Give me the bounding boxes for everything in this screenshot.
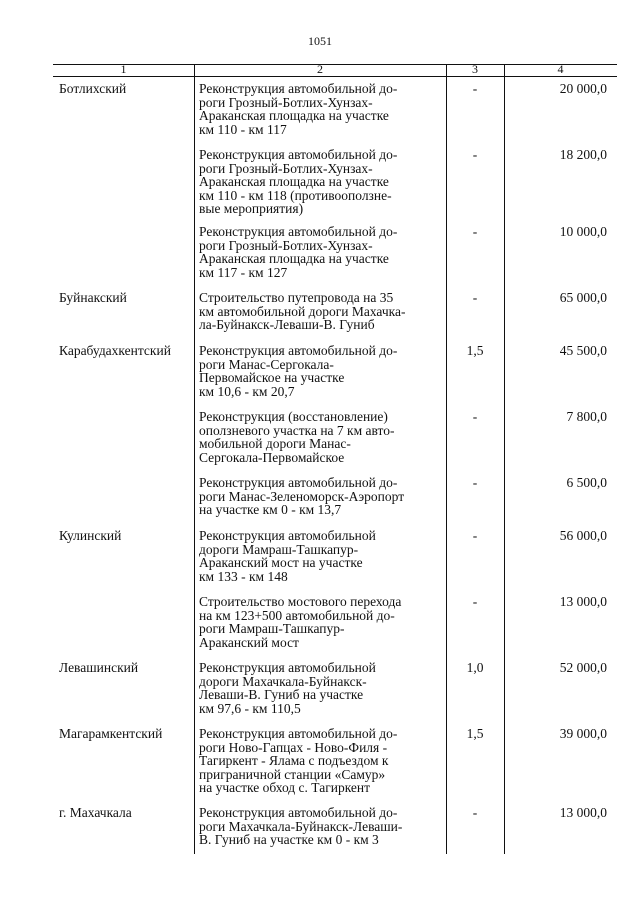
district-cell: Кулинский — [59, 528, 122, 543]
amount-cell: 10 000,0 — [559, 224, 607, 239]
amount-cell: 7 800,0 — [566, 409, 607, 424]
column-3-cell: 1,5 — [466, 726, 484, 741]
description-line: роги Грозный-Ботлих-Хунзах- — [199, 94, 373, 110]
description-line: вые мероприятия) — [199, 201, 304, 217]
description-line: Реконструкция автомобильной до- — [199, 805, 398, 820]
description-line: ла-Буйнакск-Леваши-В. Гуниб — [199, 317, 375, 333]
description-line: В. Гуниб на участке км 0 - км 3 — [199, 832, 379, 848]
description-line: роги Мамраш-Ташкапур- — [199, 621, 345, 637]
amount-cell: 65 000,0 — [559, 290, 607, 305]
description-line: на участке обход с. Тагиркент — [199, 780, 371, 796]
description-line: км автомобильной дороги Махачка- — [199, 303, 406, 319]
description-line: роги Грозный-Ботлих-Хунзах- — [199, 237, 373, 253]
amount-cell: 39 000,0 — [559, 726, 607, 741]
amount-cell: 13 000,0 — [559, 805, 607, 820]
page-number: 1051 — [308, 34, 332, 48]
description-line: Первомайское на участке — [199, 370, 345, 386]
column-3-cell: - — [472, 81, 478, 96]
document-table — [53, 64, 617, 854]
amount-cell: 13 000,0 — [559, 594, 607, 609]
column-divider-1 — [194, 64, 195, 854]
column-header-4: 4 — [557, 62, 564, 76]
description-line: Реконструкция автомобильной до- — [199, 81, 398, 96]
description-line: Реконструкция автомобильной до- — [199, 726, 398, 741]
description-line: Тагиркент - Ялама с подъездом к — [199, 753, 389, 769]
district-cell: Ботлихский — [59, 81, 127, 96]
column-3-cell: - — [472, 475, 478, 490]
amount-cell: 45 500,0 — [559, 343, 607, 358]
description-line: км 110 - км 117 — [199, 121, 287, 137]
description-line: Араканский мост на участке — [199, 555, 363, 571]
amount-cell: 56 000,0 — [559, 528, 607, 543]
amount-cell: 18 200,0 — [559, 147, 607, 162]
description-line: Реконструкция автомобильной до- — [199, 147, 398, 162]
description-line: Реконструкция автомобильной — [199, 660, 376, 675]
column-3-cell: - — [472, 290, 478, 305]
district-cell: г. Махачкала — [59, 805, 132, 820]
description-line: дороги Махачкала-Буйнакск- — [199, 673, 367, 689]
description-line: роги Манас-Зеленоморск-Аэропорт — [199, 488, 405, 504]
column-3-cell: - — [472, 805, 478, 820]
description-line: Араканская площадка на участке — [199, 174, 389, 190]
description-line: Реконструкция автомобильной до- — [199, 343, 398, 358]
description-line: км 10,6 - км 20,7 — [199, 383, 295, 399]
header-bottom-rule — [53, 76, 617, 77]
description-line: Реконструкция автомобильной до- — [199, 224, 398, 239]
district-cell: Левашинский — [59, 660, 139, 675]
description-line: км 110 - км 118 (противооползне- — [199, 187, 392, 203]
amount-cell: 20 000,0 — [559, 81, 607, 96]
description-line: км 133 - км 148 — [199, 568, 288, 584]
district-cell: Карабудахкентский — [59, 343, 171, 358]
column-divider-3 — [504, 64, 505, 854]
description-line: на участке км 0 - км 13,7 — [199, 502, 342, 518]
description-line: Араканская площадка на участке — [199, 251, 389, 267]
description-line: роги Грозный-Ботлих-Хунзах- — [199, 160, 373, 176]
description-line: роги Манас-Сергокала- — [199, 356, 334, 372]
description-line: мобильной дороги Манас- — [199, 436, 351, 452]
column-3-cell: - — [472, 147, 478, 162]
description-line: роги Махачкала-Буйнакск-Леваши- — [199, 818, 403, 834]
column-3-cell: - — [472, 528, 478, 543]
description-line: Сергокала-Первомайское — [199, 449, 345, 465]
column-header-1: 1 — [120, 62, 127, 76]
description-line: Араканский мост — [199, 634, 299, 650]
column-header-2: 2 — [317, 62, 323, 76]
description-line: км 97,6 - км 110,5 — [199, 700, 301, 716]
description-line: роги Ново-Гапцах - Ново-Филя - — [199, 739, 388, 755]
column-3-cell: - — [472, 409, 478, 424]
description-line: Араканская площадка на участке — [199, 108, 389, 124]
description-line: оползневого участка на 7 км авто- — [199, 422, 395, 438]
description-line: дороги Мамраш-Ташкапур- — [199, 541, 359, 557]
description-line: приграничной станции «Самур» — [199, 766, 386, 782]
column-3-cell: - — [472, 224, 478, 239]
column-header-3: 3 — [472, 62, 478, 76]
column-3-cell: - — [472, 594, 478, 609]
description-line: Реконструкция (восстановление) — [199, 409, 388, 424]
description-line: км 117 - км 127 — [199, 264, 288, 280]
description-line: Реконструкция автомобильной — [199, 528, 376, 543]
district-cell: Буйнакский — [59, 290, 127, 305]
amount-cell: 6 500,0 — [566, 475, 607, 490]
description-line: Строительство мостового перехода — [199, 594, 402, 609]
description-line: Леваши-В. Гуниб на участке — [199, 687, 364, 703]
district-cell: Магарамкентский — [59, 726, 163, 741]
column-3-cell: 1,5 — [466, 343, 484, 358]
amount-cell: 52 000,0 — [559, 660, 607, 675]
description-line: Строительство путепровода на 35 — [199, 290, 394, 305]
column-3-cell: 1,0 — [466, 660, 484, 675]
description-line: Реконструкция автомобильной до- — [199, 475, 398, 490]
description-line: на км 123+500 автомобильной до- — [199, 607, 395, 623]
